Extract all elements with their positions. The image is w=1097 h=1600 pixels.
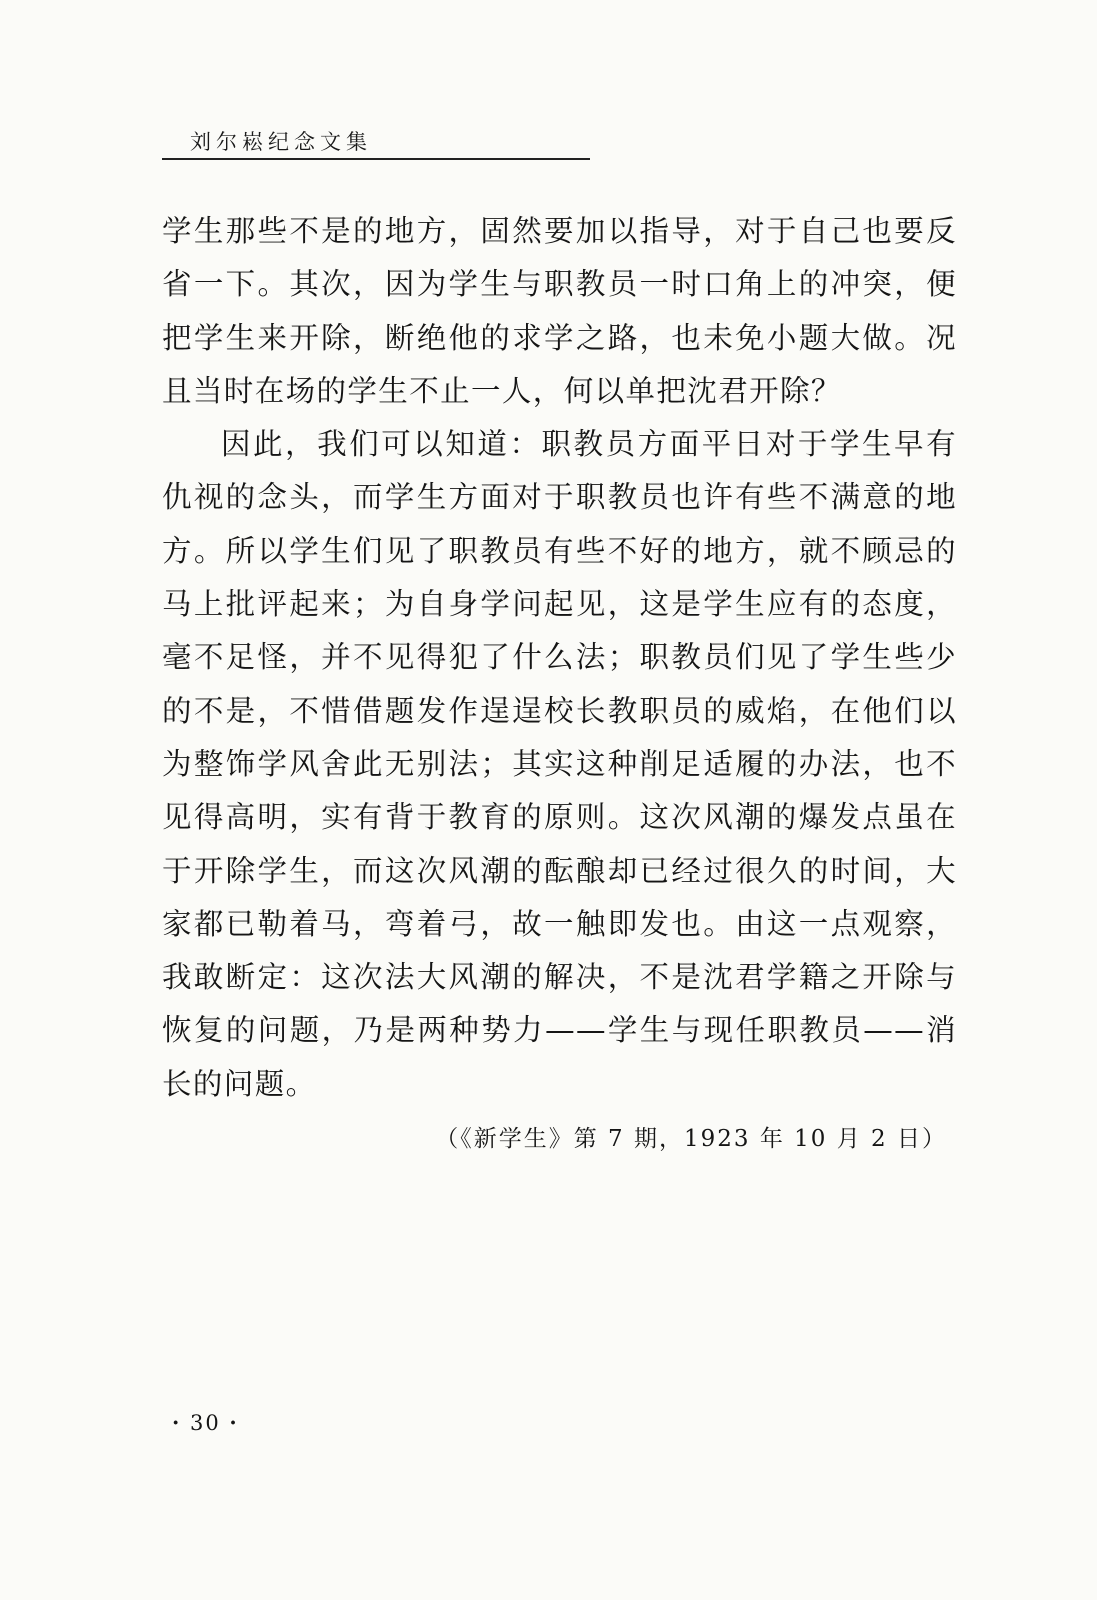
paragraph-continued: 学生那些不是的地方，固然要加以指导，对于自己也要反省一下。其次，因为学生与职教员一时口角上的冲突，便把学生来开除，断绝他的求学之路，也未免小题大做。况且当时在场的学生不止一人，何以单把沈君开除？	[162, 214, 957, 408]
page-number-dot-right: ·	[229, 1410, 239, 1435]
body-text	[162, 205, 957, 1111]
page-number-dot-left: ·	[172, 1410, 182, 1435]
paragraph: 因此，我们可以知道：职教员方面平日对于学生早有仇视的念头，而学生方面对于职教员也许有些不满意的地方。所以学生们见了职教员有些不好的地方，就不顾忌的马上批评起来；为自身学问起见，这是学生应有的态度，毫不足怪，并不见得犯了什么法；职教员们见了学生些少的不是，不惜借题发作逞逞校长教职员的威焰，在他们以为整饰学风舍此无别法；其实这种削足适履的办法，也不见得高明，实有背于教育的原则。这次风潮的爆发点虽在于开除学生，而这次风潮的酝酿却已经过很久的时间，大家都已勒着马，弯着弓，故一触即发也。由这一点观察，我敢断定：这次法大风潮的解决，不是沈君学籍之开除与恢复的问题，乃是两种势力——学生与现任职教员——消长的问题。	[162, 427, 957, 1101]
running-title: 刘尔崧纪念文集	[190, 130, 372, 154]
page-number	[172, 1410, 239, 1435]
header-rule	[162, 158, 590, 160]
page-number-value: 30	[190, 1411, 221, 1435]
source-citation: （《新学生》第 7 期，1923 年 10 月 2 日）	[435, 1126, 947, 1152]
